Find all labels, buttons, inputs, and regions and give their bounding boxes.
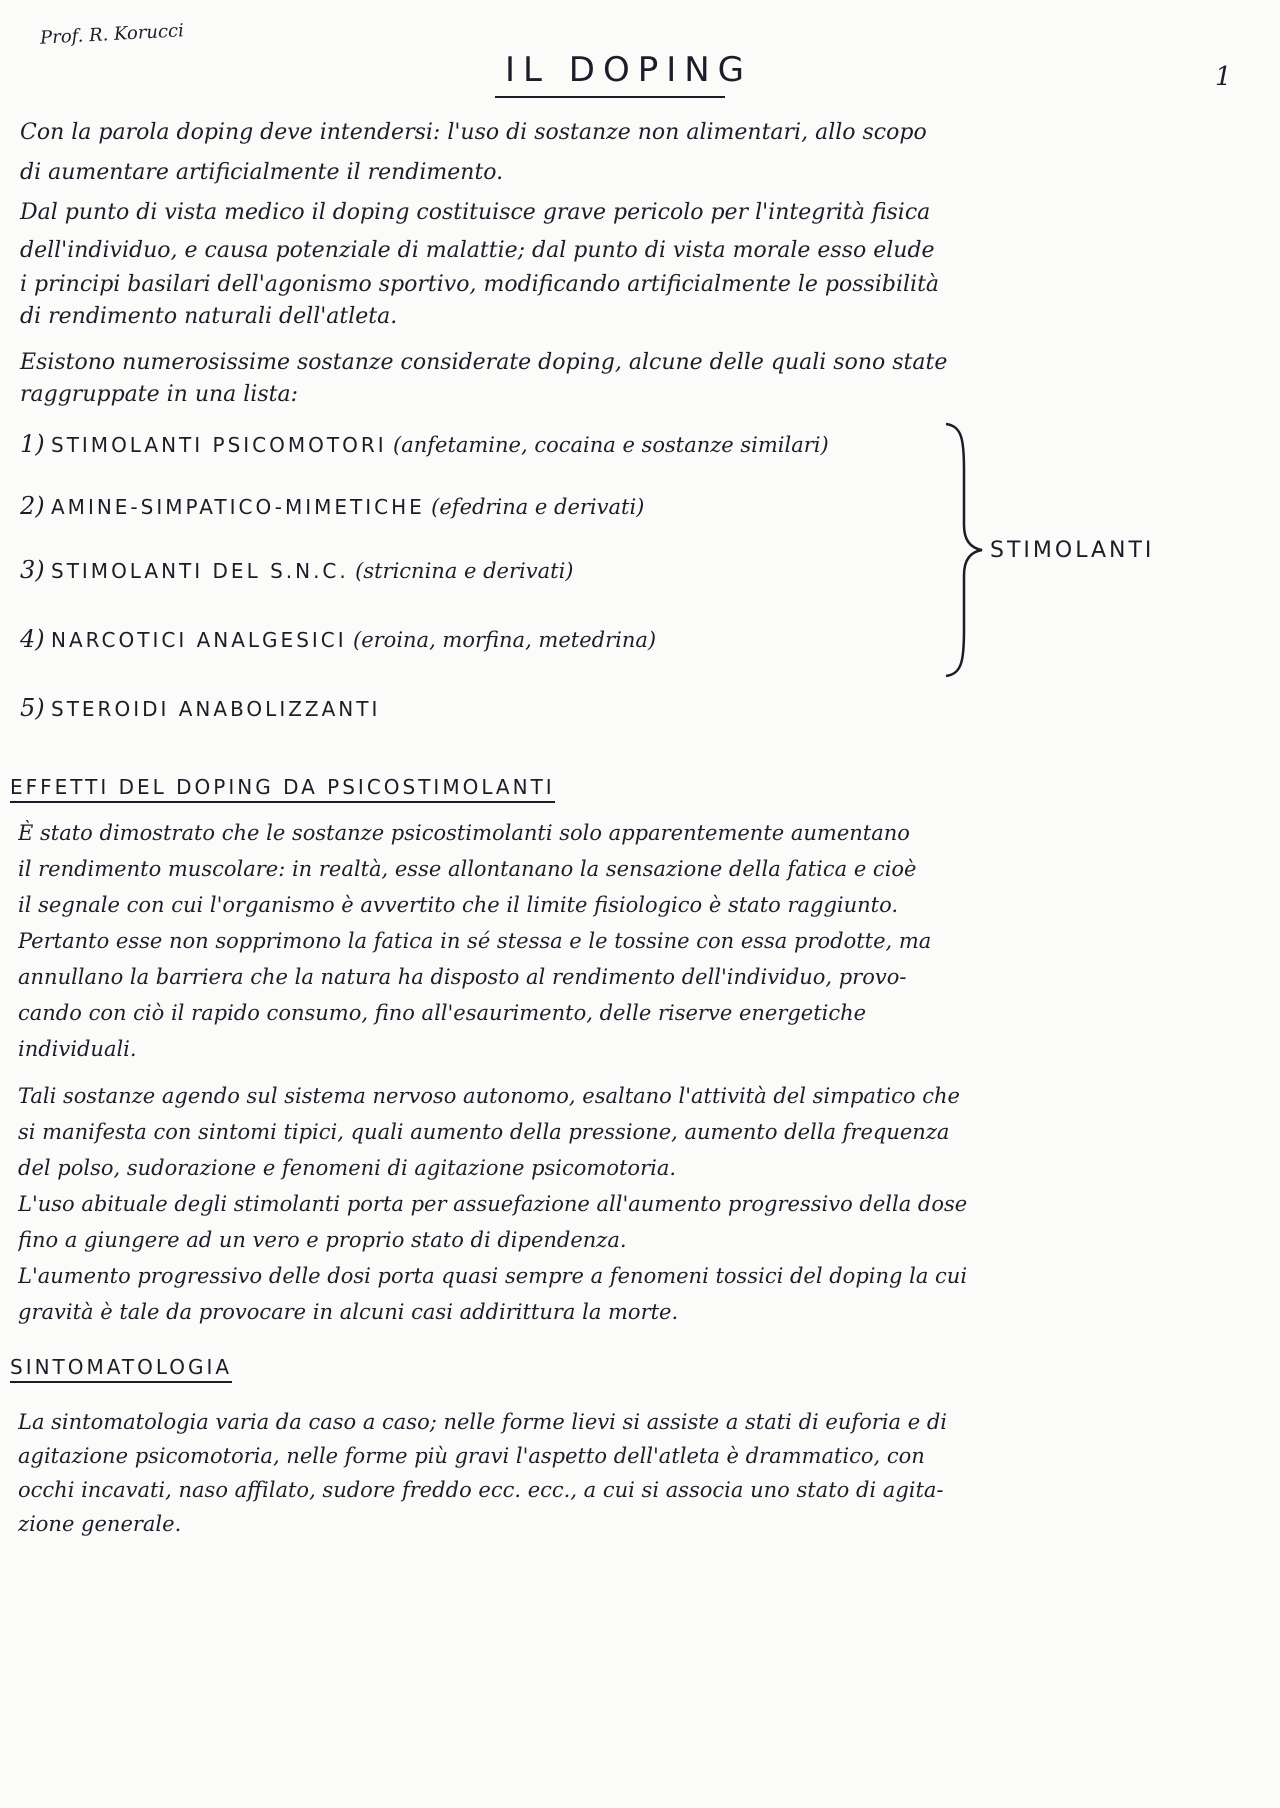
- list-item-name: STEROIDI ANABOLIZZANTI: [51, 697, 381, 721]
- list-item-name: AMINE-SIMPATICO-MIMETICHE: [51, 495, 425, 519]
- paragraph-line: agitazione psicomotoria, nelle forme più gravi l'aspetto dell'atleta è drammatico, con: [18, 1444, 925, 1468]
- intro-line: raggruppate in una lista:: [20, 382, 298, 407]
- page-title: IL DOPING: [505, 50, 753, 90]
- intro-line: dell'individuo, e causa potenziale di malattie; dal punto di vista morale esso elude: [20, 238, 935, 263]
- list-item-number: 4): [20, 625, 45, 653]
- paragraph-line: Pertanto esse non sopprimono la fatica in sé stessa e le tossine con essa prodotte, ma: [18, 929, 932, 953]
- paragraph-line: Tali sostanze agendo sul sistema nervoso autonomo, esaltano l'attività del simpatico che: [18, 1084, 960, 1108]
- intro-line: Con la parola doping deve intendersi: l'uso di sostanze non alimentari, allo scopo: [20, 120, 927, 145]
- list-item-number: 2): [20, 492, 45, 520]
- paragraph-line: La sintomatologia varia da caso a caso; nelle forme lievi si assiste a stati di euforia e di: [18, 1410, 947, 1434]
- paragraph-line: occhi incavati, naso affilato, sudore freddo ecc. ecc., a cui si associa uno stato di agita-: [18, 1478, 944, 1502]
- author-name: Prof. R. Korucci: [39, 20, 185, 49]
- list-item-name: STIMOLANTI DEL S.N.C.: [51, 559, 349, 583]
- list-item-number: 1): [20, 430, 45, 458]
- paragraph-line: fino a giungere ad un vero e proprio stato di dipendenza.: [18, 1228, 627, 1252]
- paragraph-line: L'aumento progressivo delle dosi porta quasi sempre a fenomeni tossici del doping la cui: [18, 1264, 968, 1288]
- list-item: [20, 556, 573, 584]
- intro-line: Esistono numerosissime sostanze considerate doping, alcune delle quali sono state: [20, 350, 948, 375]
- paragraph-line: gravità è tale da provocare in alcuni casi addirittura la morte.: [18, 1300, 679, 1324]
- title-underline: [495, 96, 725, 98]
- paragraph-line: del polso, sudorazione e fenomeni di agitazione psicomotoria.: [18, 1156, 677, 1180]
- intro-line: i principi basilari dell'agonismo sportivo, modificando artificialmente le possibilità: [20, 272, 940, 297]
- list-item-number: 3): [20, 556, 45, 584]
- symptoms-paragraph: [18, 1405, 1258, 1541]
- list-item-detail: (anfetamine, cocaina e sostanze similari): [393, 433, 829, 457]
- paragraph-line: si manifesta con sintomi tipici, quali aumento della pressione, aumento della frequenza: [18, 1120, 950, 1144]
- list-item-name: STIMOLANTI PSICOMOTORI: [51, 433, 387, 457]
- paragraph-line: L'uso abituale degli stimolanti porta per assuefazione all'aumento progressivo della dose: [18, 1192, 968, 1216]
- paragraph-line: annullano la barriera che la natura ha disposto al rendimento dell'individuo, provo-: [18, 965, 907, 989]
- list-item-detail: (eroina, morfina, metedrina): [353, 628, 657, 652]
- paragraph-line: zione generale.: [18, 1512, 182, 1536]
- effects-paragraph-1: [18, 815, 1258, 1067]
- effects-paragraph-2: [18, 1078, 1258, 1330]
- paragraph-line: individuali.: [18, 1037, 137, 1061]
- list-item-number: 5): [20, 694, 45, 722]
- list-item: [20, 430, 829, 458]
- curly-brace: [940, 420, 990, 680]
- list-item-detail: (stricnina e derivati): [355, 559, 574, 583]
- paragraph-line: È stato dimostrato che le sostanze psicostimolanti solo apparentemente aumentano: [18, 821, 910, 845]
- paragraph-line: il segnale con cui l'organismo è avvertito che il limite fisiologico è stato raggiunto.: [18, 893, 899, 917]
- list-item: [20, 694, 380, 722]
- intro-line: di aumentare artificialmente il rendimento.: [20, 160, 504, 185]
- intro-line: Dal punto di vista medico il doping costituisce grave pericolo per l'integrità fisica: [20, 200, 931, 225]
- list-item: [20, 625, 656, 653]
- page-number: 1: [1215, 62, 1232, 92]
- intro-line: di rendimento naturali dell'atleta.: [20, 304, 398, 329]
- paragraph-line: cando con ciò il rapido consumo, fino all'esaurimento, delle riserve energetiche: [18, 1001, 867, 1025]
- section-heading-effects: EFFETTI DEL DOPING DA PSICOSTIMOLANTI: [10, 775, 555, 799]
- paragraph-line: il rendimento muscolare: in realtà, esse allontanano la sensazione della fatica e cioè: [18, 857, 917, 881]
- list-item: [20, 492, 644, 520]
- list-item-detail: (efedrina e derivati): [431, 495, 645, 519]
- list-item-name: NARCOTICI ANALGESICI: [51, 628, 347, 652]
- group-label: STIMOLANTI: [990, 538, 1155, 563]
- section-heading-symptoms: SINTOMATOLOGIA: [10, 1355, 232, 1379]
